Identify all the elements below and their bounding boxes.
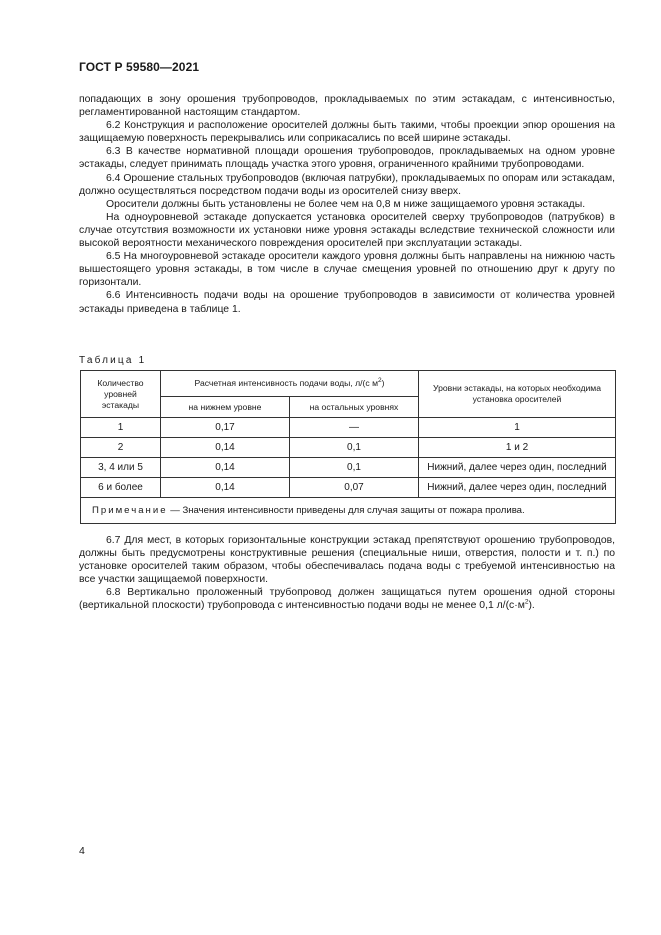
- page-number: 4: [79, 845, 85, 857]
- cell-levels: 6 и более: [81, 478, 161, 498]
- table-note: [81, 498, 616, 524]
- header-intensity-close: ): [381, 378, 385, 388]
- table-row: [81, 478, 616, 498]
- cell-lower: 0,14: [161, 438, 290, 458]
- paragraph: На одноуровневой эстакаде допускается установка оросителей сверху трубопроводов (патрубков) в случае отсутствия возможности их установки ниже уровня эстакады вследствие технической сложности или высокой вероятности механического повреждения оросителей при эксплуатации эстакады.: [79, 211, 615, 250]
- paragraph-6-3: 6.3 В качестве нормативной площади орошения трубопроводов, прокладываемых на одном уровне эстакады, следует принимать площадь участка этого уровня, ограниченного крайними трубопроводами.: [79, 146, 615, 171]
- table-row: [81, 418, 616, 438]
- body-text-bottom: [79, 534, 615, 613]
- note-label: Примечание: [92, 505, 168, 516]
- paragraph-6-4: 6.4 Орошение стальных трубопроводов (включая патрубки), прокладываемых по опорам или эстакадам, должно осуществляться посредством подачи воды из оросителей снизу вверх.: [79, 172, 615, 197]
- table-row: [81, 458, 616, 478]
- cell-other: —: [290, 418, 419, 438]
- cell-other: 0,1: [290, 458, 419, 478]
- paragraph-6-7: 6.7 Для мест, в которых горизонтальные конструкции эстакад препятствуют орошению трубопроводов, должны быть предусмотрены конструктивные решения (специальные ниши, отверстия, полости и т. п.) по установке оросителей таким образом, чтобы обеспечивалась подача воды с требуемой интенсивностью на все участки защищаемой поверхности.: [79, 535, 615, 586]
- header-lower-level: на нижнем уровне: [161, 397, 290, 418]
- header-intensity: [161, 371, 419, 397]
- document-header: ГОСТ Р 59580—2021: [79, 60, 200, 74]
- body-text-top: [79, 93, 615, 316]
- cell-install: 1: [419, 418, 616, 438]
- cell-lower: 0,17: [161, 418, 290, 438]
- paragraph: Оросители должны быть установлены не более чем на 0,8 м ниже защищаемого уровня эстакады.: [106, 198, 586, 210]
- note-text: — Значения интенсивности приведены для случая защиты от пожара пролива.: [167, 505, 525, 516]
- paragraph-6-8-tail: ).: [528, 600, 535, 612]
- cell-levels: 2: [81, 438, 161, 458]
- header-sprinkler-levels: Уровни эстакады, на которых необходима установка оросителей: [419, 371, 616, 418]
- paragraph-6-8: [79, 586, 615, 612]
- cell-install: 1 и 2: [419, 438, 616, 458]
- paragraph-6-2: 6.2 Конструкция и расположение оросителей должны быть такими, чтобы проекции эпюр орошения на защищаемую поверхность перекрывались или соприкасались по всей ширине эстакады.: [79, 120, 615, 145]
- cell-lower: 0,14: [161, 478, 290, 498]
- cell-levels: 3, 4 или 5: [81, 458, 161, 478]
- table-row: [81, 438, 616, 458]
- header-intensity-text: Расчетная интенсивность подачи воды, л/(с м: [194, 378, 378, 388]
- cell-other: 0,1: [290, 438, 419, 458]
- header-levels-count: Количество уровней эстакады: [81, 371, 161, 418]
- cell-other: 0,07: [290, 478, 419, 498]
- paragraph-6-8-text: 6.8 Вертикально проложенный трубопровод должен защищаться путем орошения одной стороны (вертикальной плоскости) трубопровода с интенсивностью подачи воды не менее 0,1 л/(с·м: [79, 587, 615, 612]
- header-other-levels: на остальных уровнях: [290, 397, 419, 418]
- table-caption: Таблица 1: [79, 355, 147, 366]
- cell-install: Нижний, далее через один, последний: [419, 458, 616, 478]
- paragraph: попадающих в зону орошения трубопроводов, прокладываемых по этим эстакадам, с интенсивностью, регламентированной настоящим стандартом.: [79, 94, 615, 119]
- intensity-table: [80, 370, 616, 524]
- paragraph-6-5: 6.5 На многоуровневой эстакаде оросители каждого уровня должны быть направлены на нижнюю часть вышестоящего уровня эстакады, в том числе в случае смещения уровней по отношению друг к другу по горизонтали.: [79, 251, 615, 289]
- paragraph-6-6: 6.6 Интенсивность подачи воды на орошение трубопроводов в зависимости от количества уровней эстакады приведена в таблице 1.: [79, 290, 615, 315]
- cell-lower: 0,14: [161, 458, 290, 478]
- cell-levels: 1: [81, 418, 161, 438]
- cell-install: Нижний, далее через один, последний: [419, 478, 616, 498]
- header-intensity-sup: 2: [378, 377, 382, 385]
- paragraph-6-8-sup: 2: [524, 599, 529, 606]
